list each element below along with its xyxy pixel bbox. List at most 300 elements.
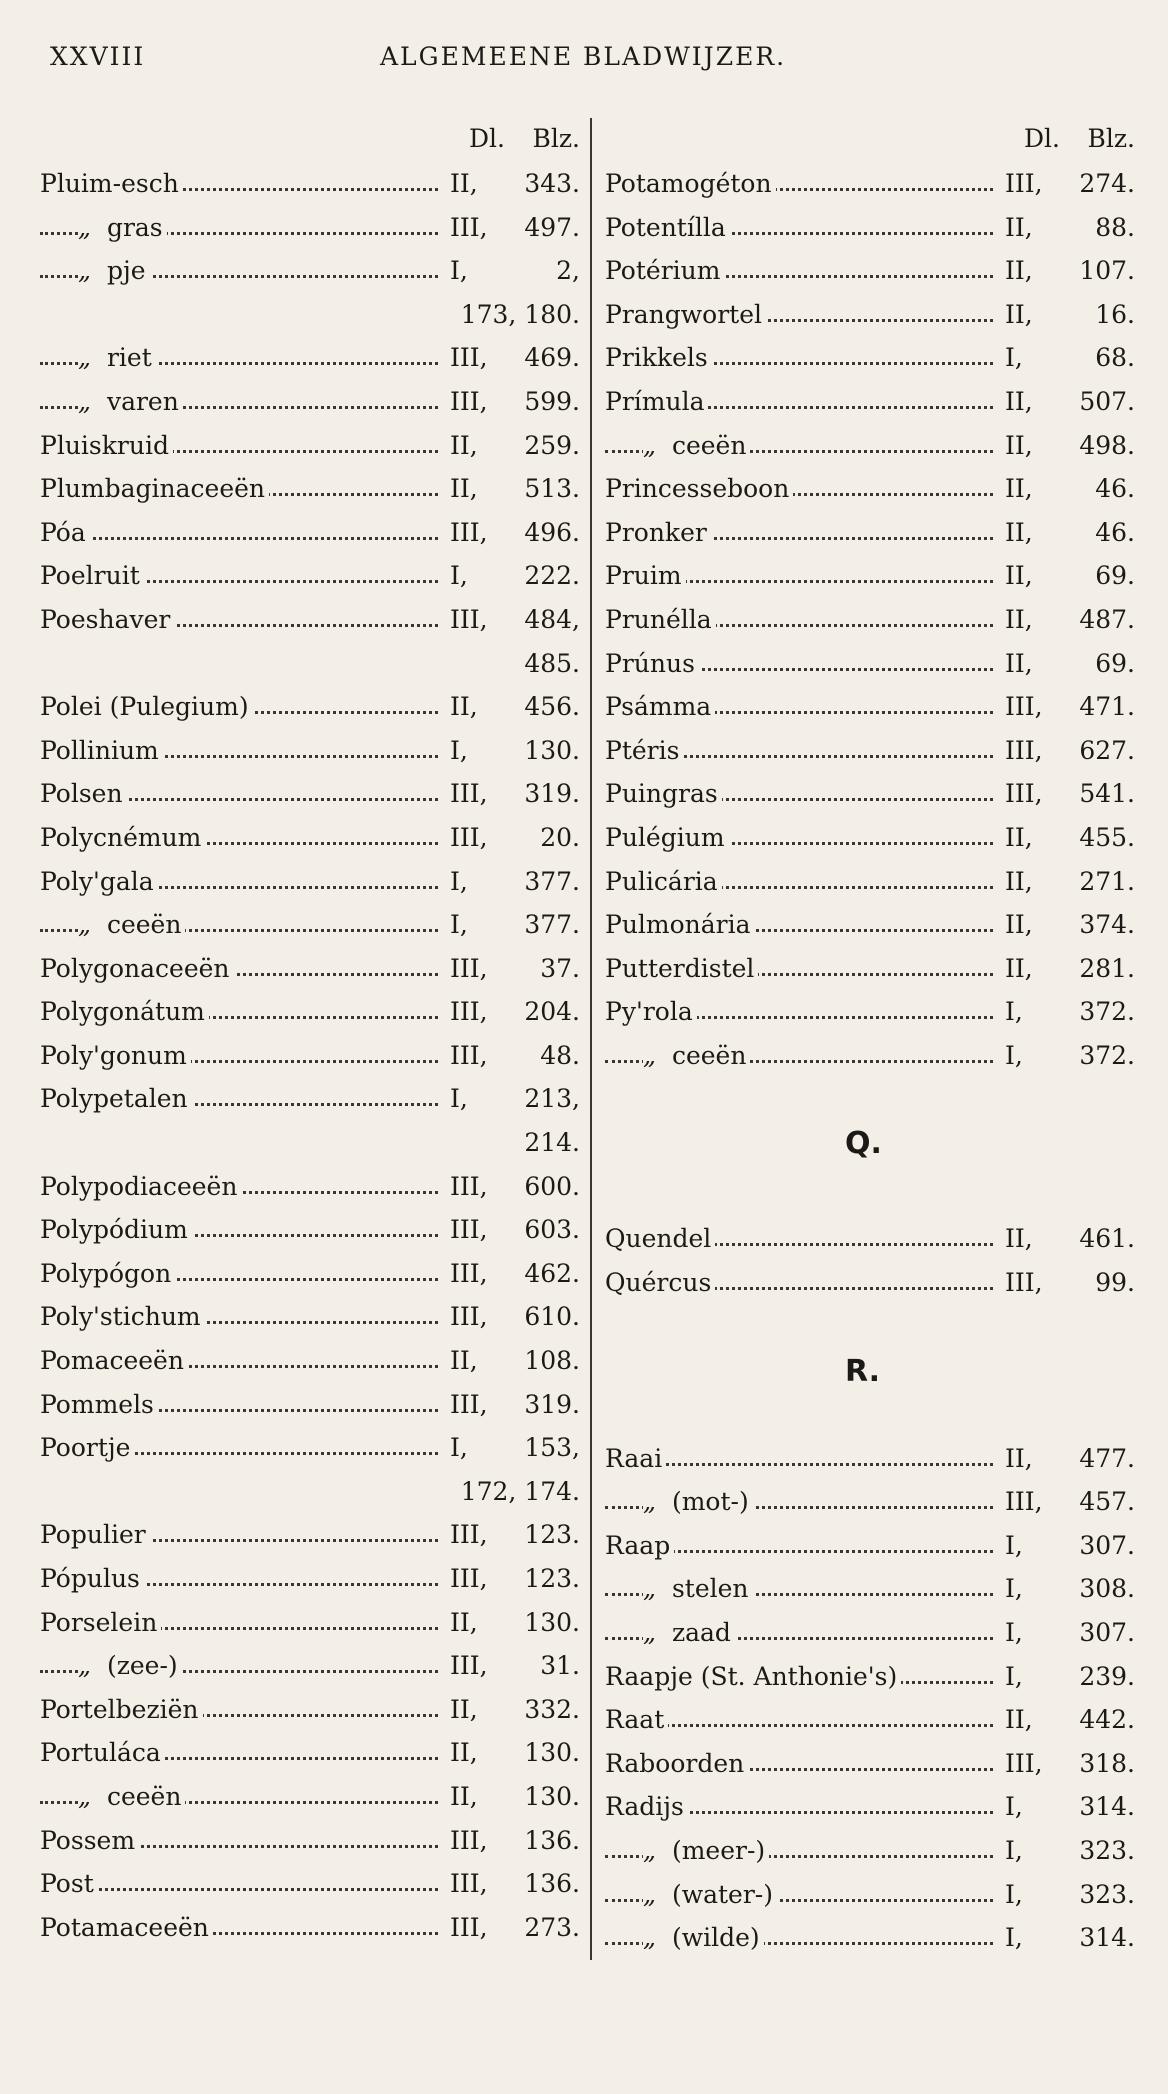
index-entry bbox=[605, 859, 1135, 903]
ditto-mark: „ bbox=[643, 1574, 656, 1604]
entry-term bbox=[78, 343, 156, 372]
page-reference: 88. bbox=[1095, 212, 1135, 242]
entry-term bbox=[40, 1215, 192, 1244]
entry-term-text: riet bbox=[106, 343, 152, 373]
volume-number: I, bbox=[1005, 1041, 1027, 1070]
entry-term bbox=[605, 605, 716, 634]
page-reference: 130. bbox=[524, 735, 580, 765]
page-reference: 497. bbox=[524, 212, 580, 242]
entry-term bbox=[605, 954, 758, 983]
volume-number: III, bbox=[450, 1651, 492, 1680]
index-entry bbox=[40, 510, 580, 554]
page-title: ALGEMEENE BLADWIJZER. bbox=[380, 42, 787, 71]
index-entry bbox=[40, 1556, 580, 1600]
page-reference: 456. bbox=[524, 692, 580, 722]
page-reference: 513. bbox=[524, 474, 580, 504]
page-reference: 627. bbox=[1079, 735, 1135, 765]
entry-term-text: ceeën bbox=[671, 1040, 747, 1070]
volume-number: III, bbox=[450, 213, 492, 242]
index-entry bbox=[605, 1915, 1135, 1959]
entry-term-text: Prímula bbox=[605, 386, 705, 416]
entry-term-text: ceeën bbox=[106, 1781, 182, 1811]
page-reference: 271. bbox=[1079, 866, 1135, 896]
entry-term-text: Prikkels bbox=[605, 343, 708, 373]
index-entry bbox=[605, 1523, 1135, 1567]
page-reference: 541. bbox=[1079, 779, 1135, 809]
index-entry bbox=[605, 641, 1135, 685]
entry-term-text: Pluiskruid bbox=[40, 430, 169, 460]
entry-term bbox=[40, 1738, 165, 1767]
entry-term-text: (zee-) bbox=[106, 1651, 178, 1681]
entry-term bbox=[78, 256, 150, 285]
entry-term-text: Polypódium bbox=[40, 1215, 188, 1245]
volume-number: III, bbox=[450, 1869, 492, 1898]
index-entry bbox=[40, 1076, 580, 1120]
index-entry bbox=[605, 161, 1135, 205]
entry-term bbox=[40, 736, 163, 765]
volume-number: III, bbox=[450, 1215, 492, 1244]
page-reference: 461. bbox=[1079, 1224, 1135, 1254]
index-entry bbox=[40, 1251, 580, 1295]
page-reference: 377. bbox=[524, 910, 580, 940]
right-column bbox=[605, 118, 1135, 1959]
entry-term-text: Populier bbox=[40, 1520, 146, 1550]
volume-number: III, bbox=[1005, 1749, 1047, 1778]
entry-term bbox=[40, 1390, 158, 1419]
entry-term bbox=[40, 954, 234, 983]
page-continuation: 485. bbox=[524, 648, 580, 678]
entry-term-text: Potamogéton bbox=[605, 169, 772, 198]
ditto-mark: „ bbox=[78, 386, 91, 416]
entry-term-text: varen bbox=[106, 386, 179, 416]
entry-term bbox=[40, 997, 209, 1026]
page-reference: 46. bbox=[1095, 474, 1135, 504]
entry-term bbox=[605, 1792, 688, 1821]
volume-number: II, bbox=[450, 1608, 482, 1637]
page-reference: 372. bbox=[1079, 997, 1135, 1027]
page-reference: 20. bbox=[540, 822, 580, 852]
index-entry bbox=[40, 553, 580, 597]
entry-term bbox=[40, 1302, 205, 1331]
page-reference: 16. bbox=[1095, 299, 1135, 329]
page-reference: 377. bbox=[524, 866, 580, 896]
volume-number: I, bbox=[1005, 1662, 1027, 1691]
ditto-mark: „ bbox=[643, 1836, 656, 1865]
page-reference: 487. bbox=[1079, 604, 1135, 634]
page-reference: 442. bbox=[1079, 1705, 1135, 1735]
page-reference: 130. bbox=[524, 1607, 580, 1637]
index-entry bbox=[40, 248, 580, 292]
index-entry bbox=[605, 1872, 1135, 1916]
index-entry bbox=[605, 1436, 1135, 1480]
index-entry bbox=[40, 641, 580, 685]
entry-term bbox=[605, 561, 686, 590]
entry-term bbox=[40, 1084, 192, 1113]
volume-number: II, bbox=[450, 474, 482, 503]
entry-term bbox=[605, 997, 697, 1026]
index-entry bbox=[605, 902, 1135, 946]
volume-number: III, bbox=[450, 1390, 492, 1419]
entry-term bbox=[605, 1531, 674, 1560]
volume-number: III, bbox=[450, 823, 492, 852]
index-entry bbox=[605, 989, 1135, 1033]
entry-term-text: Quércus bbox=[605, 1268, 712, 1298]
index-entry bbox=[40, 1382, 580, 1426]
index-entry bbox=[40, 1294, 580, 1338]
volume-number: II, bbox=[1005, 474, 1037, 503]
volume-number: I, bbox=[1005, 343, 1027, 372]
volume-number: III, bbox=[450, 605, 492, 634]
page-reference: 69. bbox=[1095, 561, 1135, 591]
entry-term-text: Pulmonária bbox=[605, 910, 751, 940]
volume-number: III, bbox=[450, 518, 492, 547]
index-entry bbox=[40, 989, 580, 1033]
volume-number: II, bbox=[1005, 649, 1037, 678]
entry-term-text: Potérium bbox=[605, 256, 721, 286]
index-entry bbox=[605, 248, 1135, 292]
entry-term-text: (water-) bbox=[671, 1879, 774, 1909]
index-entry bbox=[40, 1861, 580, 1905]
entry-term bbox=[605, 1268, 715, 1297]
left-column bbox=[40, 118, 580, 1948]
entry-term-text: Polygonátum bbox=[40, 997, 205, 1027]
page-reference: 281. bbox=[1079, 953, 1135, 983]
entry-term bbox=[605, 387, 708, 416]
index-entry bbox=[40, 423, 580, 467]
index-entry bbox=[605, 815, 1135, 859]
entry-term-text: Portelbeziën bbox=[40, 1694, 199, 1724]
entry-term bbox=[605, 1444, 666, 1473]
volume-number: II, bbox=[450, 1738, 482, 1767]
volume-number: III, bbox=[450, 1826, 492, 1855]
entry-term-text: gras bbox=[106, 212, 163, 242]
entry-term-text: Ptéris bbox=[605, 735, 680, 765]
page-reference: 204. bbox=[524, 997, 580, 1027]
volume-number: III, bbox=[1005, 692, 1047, 721]
entry-term bbox=[40, 1520, 150, 1549]
volume-number: I, bbox=[1005, 1531, 1027, 1560]
entry-term bbox=[605, 649, 699, 678]
page-reference: 600. bbox=[524, 1171, 580, 1201]
section-letter-r bbox=[605, 1304, 1135, 1436]
entry-term-text: Raai bbox=[605, 1443, 663, 1473]
page-reference: 307. bbox=[1079, 1530, 1135, 1560]
volume-number: II, bbox=[450, 1695, 482, 1724]
entry-term-text: Raboorden bbox=[605, 1748, 745, 1778]
volume-number: II, bbox=[450, 431, 482, 460]
volume-number: II, bbox=[450, 1782, 482, 1811]
entry-term bbox=[40, 779, 127, 808]
page-reference: 37. bbox=[540, 953, 580, 983]
entry-term bbox=[40, 1346, 188, 1375]
column-header bbox=[40, 118, 580, 161]
entry-term bbox=[78, 1782, 185, 1811]
entry-term bbox=[78, 213, 167, 242]
entry-term-text: (meer-) bbox=[671, 1836, 766, 1865]
ditto-mark: „ bbox=[78, 343, 91, 373]
page-reference: 471. bbox=[1079, 692, 1135, 722]
entry-term bbox=[605, 256, 724, 285]
entry-term bbox=[78, 910, 185, 939]
page-reference: 343. bbox=[524, 169, 580, 198]
entry-term-text: ceeën bbox=[671, 430, 747, 460]
volume-number: II, bbox=[1005, 1444, 1037, 1473]
entry-term-text: Pruim bbox=[605, 561, 682, 591]
page-reference: 136. bbox=[524, 1825, 580, 1855]
entry-term bbox=[605, 692, 715, 721]
entry-term-text: Polypógon bbox=[40, 1258, 172, 1288]
index-entry bbox=[605, 553, 1135, 597]
page-reference: 610. bbox=[524, 1302, 580, 1332]
index-entry bbox=[40, 946, 580, 990]
page-reference: 599. bbox=[524, 386, 580, 416]
entry-term-text: Polycnémum bbox=[40, 822, 202, 852]
entry-term-text: Poortje bbox=[40, 1433, 131, 1463]
page-reference: 332. bbox=[524, 1694, 580, 1724]
index-entry bbox=[40, 1033, 580, 1077]
page-reference: 307. bbox=[1079, 1618, 1135, 1648]
page-reference: 123. bbox=[524, 1564, 580, 1593]
page-continuation: 173, 180. bbox=[460, 299, 580, 329]
page-number: XXVIII bbox=[50, 42, 146, 71]
index-entry bbox=[40, 728, 580, 772]
entry-term bbox=[605, 1224, 715, 1253]
entry-term-text: Putterdistel bbox=[605, 953, 755, 983]
page-reference: 477. bbox=[1079, 1443, 1135, 1473]
index-entry bbox=[605, 205, 1135, 249]
page-header: Blz. bbox=[532, 124, 580, 153]
page-header: Blz. bbox=[1087, 124, 1135, 153]
page-reference: 469. bbox=[524, 343, 580, 373]
volume-number: I, bbox=[450, 1084, 472, 1113]
entry-term bbox=[40, 1869, 98, 1898]
entry-term bbox=[605, 1749, 748, 1778]
entry-term-text: Prunélla bbox=[605, 604, 712, 634]
volume-number: II, bbox=[450, 1346, 482, 1375]
entry-term bbox=[40, 1913, 213, 1942]
index-entry bbox=[40, 1469, 580, 1513]
entry-term-text: zaad bbox=[671, 1618, 731, 1648]
entry-term-text: Polei (Pulegium) bbox=[40, 692, 249, 722]
entry-term bbox=[605, 823, 729, 852]
page-reference: 455. bbox=[1079, 822, 1135, 852]
entry-term-text: Pomaceeën bbox=[40, 1346, 184, 1376]
entry-term bbox=[40, 169, 183, 198]
index-entry bbox=[40, 684, 580, 728]
volume-number: II, bbox=[1005, 213, 1037, 242]
entry-term-text: Pluim-esch bbox=[40, 169, 179, 198]
volume-number: III, bbox=[450, 1041, 492, 1070]
entry-term-text: stelen bbox=[671, 1574, 749, 1604]
volume-number: II, bbox=[450, 692, 482, 721]
entry-term bbox=[40, 1695, 203, 1724]
volume-number: I, bbox=[450, 561, 472, 590]
volume-number: I, bbox=[1005, 1792, 1027, 1821]
entry-term bbox=[643, 1880, 777, 1909]
index-entry bbox=[605, 1610, 1135, 1654]
index-entry bbox=[605, 597, 1135, 641]
entry-term bbox=[605, 736, 683, 765]
volume-number: III, bbox=[450, 1913, 492, 1942]
page-reference: 462. bbox=[524, 1258, 580, 1288]
ditto-mark: „ bbox=[643, 1923, 656, 1953]
page-reference: 603. bbox=[524, 1215, 580, 1245]
index-entry bbox=[605, 335, 1135, 379]
entry-term bbox=[605, 300, 766, 329]
index-entry bbox=[40, 1687, 580, 1731]
volume-number: III, bbox=[450, 1520, 492, 1549]
entry-term-text: Poeshaver bbox=[40, 604, 171, 634]
entry-term bbox=[605, 474, 793, 503]
page-reference: 153, bbox=[524, 1433, 580, 1463]
page-reference: 318. bbox=[1079, 1748, 1135, 1778]
index-entry bbox=[605, 1216, 1135, 1260]
index-entry bbox=[605, 423, 1135, 467]
volume-number: II, bbox=[1005, 605, 1037, 634]
volume-number: II, bbox=[1005, 910, 1037, 939]
entry-term-text: Polypodiaceeën bbox=[40, 1171, 238, 1201]
volume-number: III, bbox=[450, 997, 492, 1026]
volume-number: II, bbox=[1005, 1705, 1037, 1734]
right-entries-p bbox=[605, 161, 1135, 1076]
column-divider bbox=[590, 118, 592, 1960]
page-reference: 46. bbox=[1095, 517, 1135, 547]
index-entry bbox=[605, 1741, 1135, 1785]
page-reference: 273. bbox=[524, 1912, 580, 1942]
index-entry bbox=[40, 1425, 580, 1469]
entry-term-text: Raat bbox=[605, 1705, 665, 1735]
ditto-mark: „ bbox=[643, 430, 656, 460]
entry-term-text: Raap bbox=[605, 1530, 671, 1560]
entry-term-text: (wilde) bbox=[671, 1923, 760, 1953]
page-reference: 31. bbox=[540, 1651, 580, 1681]
ditto-mark: „ bbox=[643, 1040, 656, 1070]
index-entry bbox=[40, 292, 580, 336]
page-reference: 319. bbox=[524, 779, 580, 809]
index-entry bbox=[40, 161, 580, 205]
entry-term-text: Pulicária bbox=[605, 866, 718, 896]
index-entry bbox=[40, 815, 580, 859]
entry-term bbox=[605, 867, 722, 896]
volume-number: III, bbox=[450, 1172, 492, 1201]
entry-term bbox=[40, 431, 173, 460]
page-reference: 319. bbox=[524, 1389, 580, 1419]
page-reference: 372. bbox=[1079, 1040, 1135, 1070]
entry-term-text: Potamaceeën bbox=[40, 1912, 209, 1942]
index-entry bbox=[40, 1207, 580, 1251]
index-entry bbox=[605, 510, 1135, 554]
section-heading: R. bbox=[845, 1353, 881, 1389]
entry-term-text: Pulégium bbox=[605, 822, 725, 852]
section-letter-q bbox=[605, 1076, 1135, 1216]
entry-term-text: Quendel bbox=[605, 1224, 712, 1254]
ditto-mark: „ bbox=[643, 1618, 656, 1648]
entry-term-text: ceeën bbox=[106, 910, 182, 940]
entry-term-text: Pollinium bbox=[40, 735, 159, 765]
volume-number: III, bbox=[450, 343, 492, 372]
entry-term bbox=[643, 431, 750, 460]
entry-term-text: Psámma bbox=[605, 692, 712, 722]
entry-term-text: Post bbox=[40, 1869, 94, 1899]
entry-term-text: Pronker bbox=[605, 517, 707, 547]
volume-number: III, bbox=[450, 387, 492, 416]
page-reference: 69. bbox=[1095, 648, 1135, 678]
entry-term bbox=[40, 867, 158, 896]
entry-term-text: pje bbox=[106, 256, 146, 286]
entry-term-text: Raapje (St. Anthonie's) bbox=[605, 1661, 898, 1691]
entry-term bbox=[605, 343, 712, 372]
index-entry bbox=[40, 597, 580, 641]
index-entry bbox=[605, 1828, 1135, 1872]
entry-term-text: Pópulus bbox=[40, 1564, 140, 1593]
index-entry bbox=[40, 1600, 580, 1644]
index-entry bbox=[605, 1654, 1135, 1698]
page-reference: 457. bbox=[1079, 1487, 1135, 1517]
volume-number: I, bbox=[450, 910, 472, 939]
page-reference: 507. bbox=[1079, 386, 1135, 416]
volume-number: II, bbox=[1005, 561, 1037, 590]
ditto-mark: „ bbox=[643, 1879, 656, 1909]
right-entries-q bbox=[605, 1216, 1135, 1303]
ditto-mark: „ bbox=[78, 1781, 91, 1811]
entry-term-text: Poly'stichum bbox=[40, 1302, 201, 1332]
index-entry bbox=[40, 1905, 580, 1949]
volume-number: II, bbox=[1005, 518, 1037, 547]
volume-number: I, bbox=[1005, 1574, 1027, 1603]
volume-number: III, bbox=[1005, 779, 1047, 808]
index-entry bbox=[40, 1338, 580, 1382]
entry-term bbox=[605, 169, 776, 198]
entry-term-text: Plumbaginaceeën bbox=[40, 474, 266, 504]
entry-term bbox=[78, 387, 183, 416]
volume-number: III, bbox=[1005, 1487, 1047, 1516]
page-reference: 130. bbox=[524, 1738, 580, 1768]
index-entry bbox=[605, 728, 1135, 772]
entry-term-text: Py'rola bbox=[605, 997, 693, 1027]
index-entry bbox=[605, 1697, 1135, 1741]
volume-number: III, bbox=[450, 1259, 492, 1288]
volume-number: I, bbox=[450, 1433, 472, 1462]
volume-number: II, bbox=[1005, 300, 1037, 329]
entry-term bbox=[40, 1433, 134, 1462]
dot-leader bbox=[40, 1888, 438, 1891]
volume-number: I, bbox=[1005, 1880, 1027, 1909]
page-reference: 323. bbox=[1079, 1836, 1135, 1865]
entry-term bbox=[40, 1608, 161, 1637]
page-reference: 108. bbox=[524, 1346, 580, 1376]
volume-number: I, bbox=[1005, 1836, 1027, 1865]
entry-term bbox=[40, 1564, 144, 1593]
page-reference: 222. bbox=[524, 561, 580, 591]
index-entry bbox=[605, 684, 1135, 728]
index-entry bbox=[605, 379, 1135, 423]
entry-term-text: Póa bbox=[40, 517, 86, 547]
entry-term bbox=[643, 1487, 753, 1516]
index-entry bbox=[605, 292, 1135, 336]
index-entry bbox=[40, 1164, 580, 1208]
index-entry bbox=[605, 946, 1135, 990]
index-entry bbox=[40, 1730, 580, 1774]
entry-term bbox=[605, 910, 755, 939]
index-entry bbox=[40, 859, 580, 903]
page-reference: 213, bbox=[524, 1084, 580, 1114]
index-entry bbox=[605, 1784, 1135, 1828]
entry-term-text: Prangwortel bbox=[605, 299, 763, 329]
column-header bbox=[605, 118, 1135, 161]
volume-number: III, bbox=[450, 779, 492, 808]
page-reference: 99. bbox=[1095, 1268, 1135, 1298]
entry-term-text: Possem bbox=[40, 1825, 136, 1855]
